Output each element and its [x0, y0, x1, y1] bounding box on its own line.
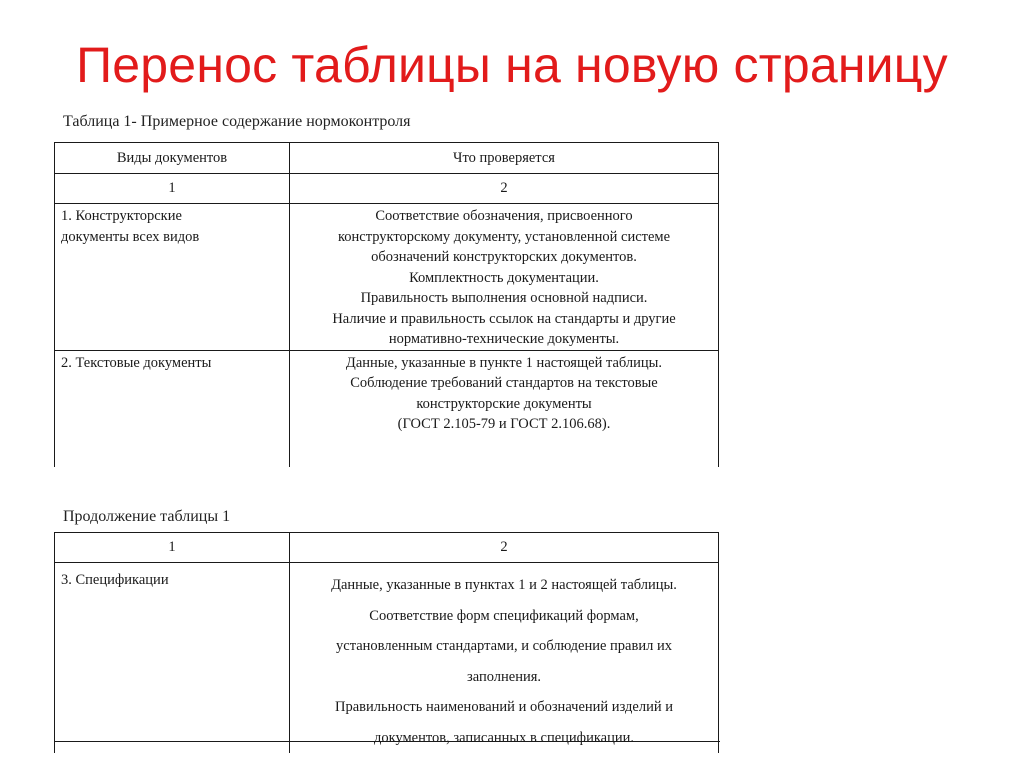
text-line: Наличие и правильность ссылок на стандарты и другие: [332, 310, 676, 327]
text-line: Данные, указанные в пунктах 1 и 2 настоящей таблицы.: [331, 577, 677, 593]
text-line: 1. Конструкторские: [61, 208, 182, 224]
table-bottom-rule: [54, 741, 720, 742]
header-document-types: Виды документов: [55, 143, 290, 174]
text-line: Соблюдение требований стандартов на текстовые: [350, 375, 658, 391]
column-number-2: 2: [290, 174, 719, 204]
text-line: Комплектность документации.: [409, 269, 599, 286]
text-line: 3. Спецификации: [61, 572, 169, 588]
slide-title: Перенос таблицы на новую страницу: [76, 37, 948, 93]
text-line: Данные, указанные в пункте 1 настоящей таблицы.: [345, 354, 663, 371]
text-line: нормативно-технические документы.: [388, 331, 620, 347]
table-row: [55, 204, 719, 351]
text-line: установленным стандартами, и соблюдение правил их: [336, 638, 672, 654]
column-number-1: 1: [55, 533, 290, 563]
continuation-caption: Продолжение таблицы 1: [63, 508, 231, 525]
column-number-row: [55, 533, 719, 563]
row-check-content: [290, 350, 719, 467]
text-line: (ГОСТ 2.105-79 и ГОСТ 2.106.68).: [397, 416, 611, 432]
table-row: [55, 563, 719, 754]
norm-control-table: [54, 142, 719, 467]
text-line: Правильность наименований и обозначений изделий и: [335, 699, 673, 715]
text-line: документы всех видов: [61, 228, 200, 245]
table-row: [55, 350, 719, 467]
column-number-row: [55, 174, 719, 204]
text-line: заполнения.: [466, 668, 542, 685]
table-caption: Таблица 1- Примерное содержание нормоконтроля: [63, 113, 411, 130]
text-line: обозначений конструкторских документов.: [371, 249, 637, 265]
header-what-is-checked: Что проверяется: [290, 143, 719, 174]
text-line: Соответствие форм спецификаций формам,: [369, 607, 639, 624]
text-line: документов, записанных в спецификации.: [373, 729, 634, 746]
table-header-row: [55, 143, 719, 174]
row-document-type: [55, 204, 290, 351]
text-line: 2. Текстовые документы: [61, 354, 212, 371]
row-check-content: [290, 204, 719, 351]
text-line: Соответствие обозначения, присвоенного: [375, 208, 633, 224]
row-check-content: [290, 563, 719, 754]
column-number-1: 1: [55, 174, 290, 204]
continuation-table: [54, 532, 719, 753]
column-number-2: 2: [290, 533, 719, 563]
text-line: Правильность выполнения основной надписи.: [360, 290, 648, 306]
text-line: конструкторские документы: [416, 395, 592, 412]
text-line: конструкторскому документу, установленной системе: [337, 228, 671, 245]
row-document-type: [55, 563, 290, 754]
row-document-type: [55, 350, 290, 467]
